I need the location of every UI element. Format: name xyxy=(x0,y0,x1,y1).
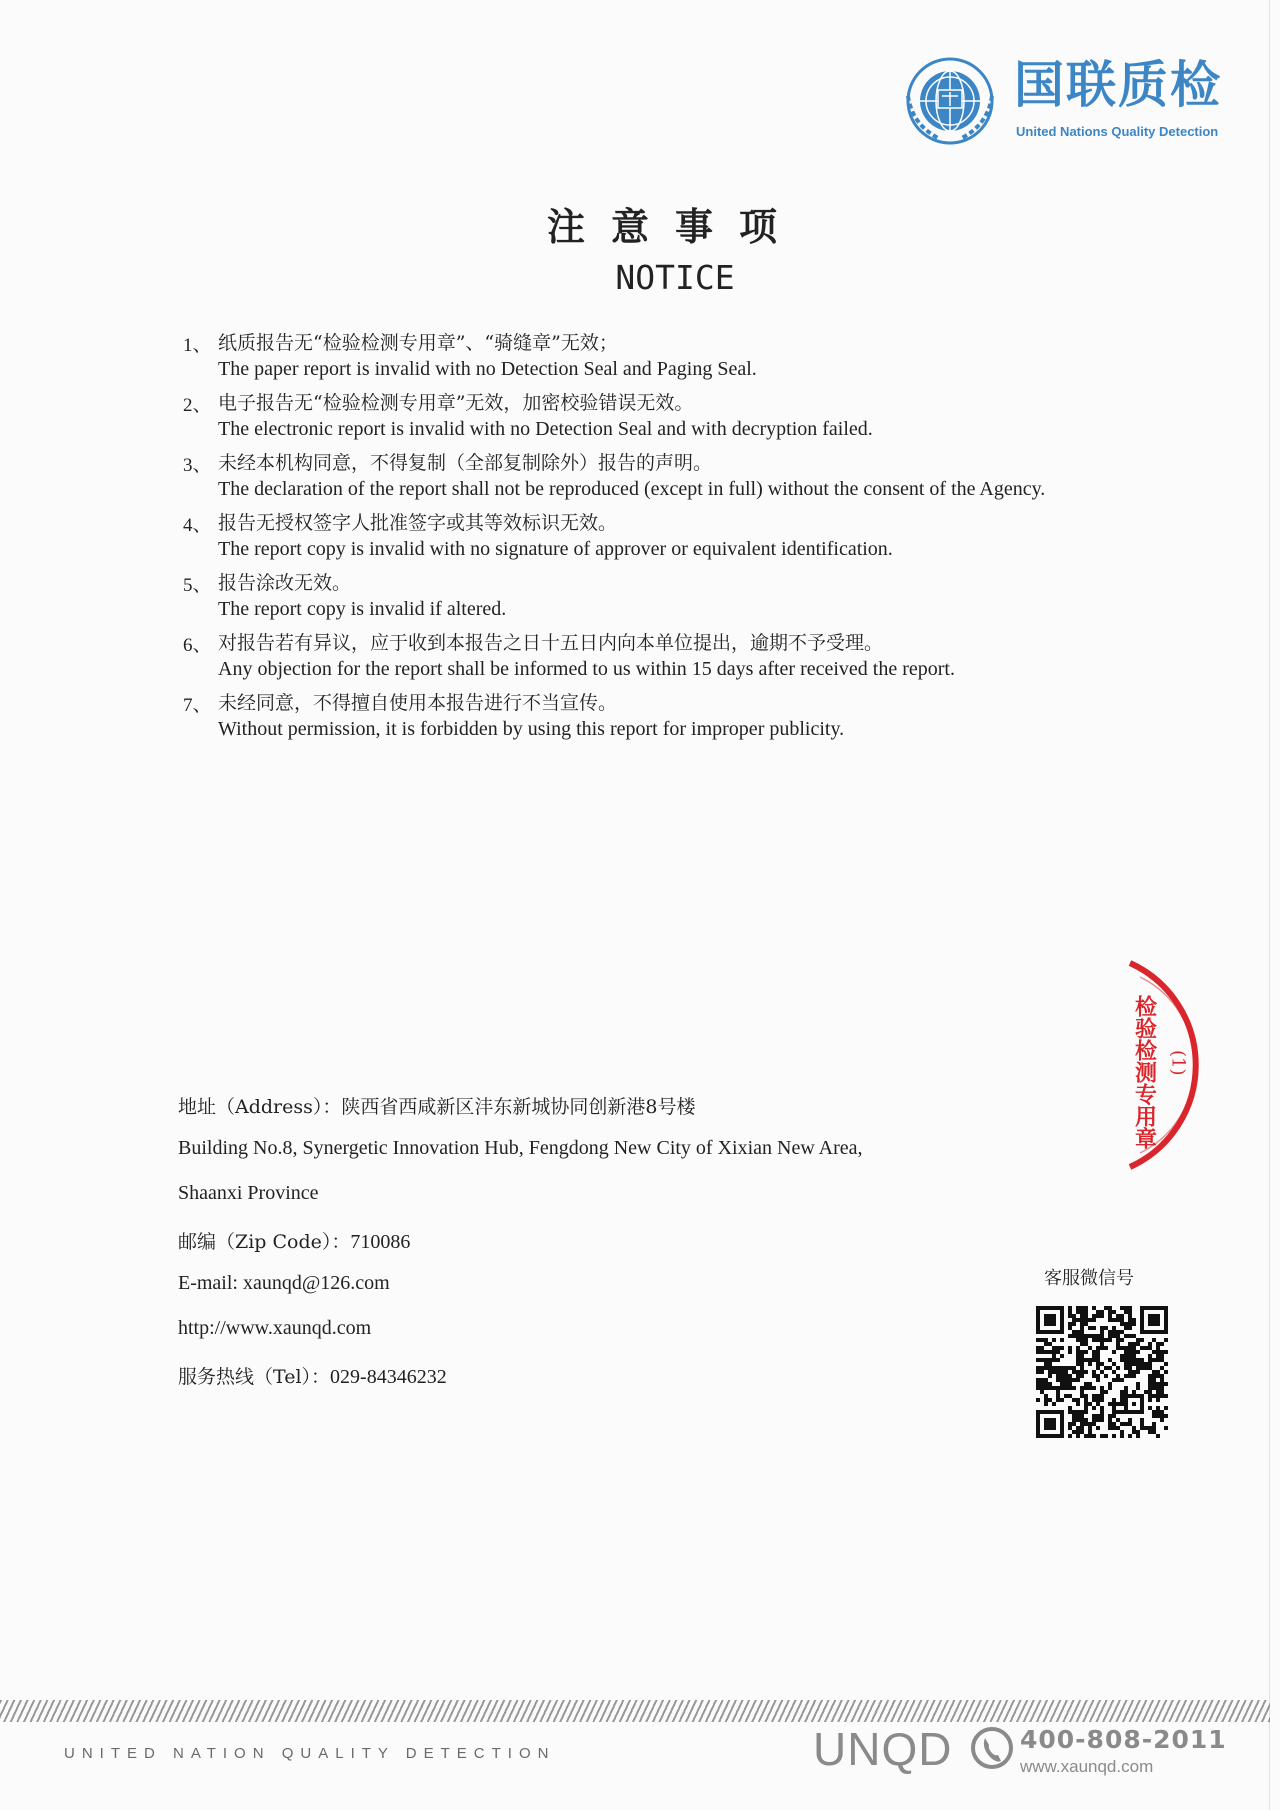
inspection-seal xyxy=(1100,955,1218,1175)
notice-number: 6、 xyxy=(183,635,212,656)
zip-line xyxy=(178,1227,978,1272)
page-title-cn: 注意事项 xyxy=(546,205,803,249)
address-line-en-2: Shaanxi Province xyxy=(178,1182,319,1204)
notice-text-en: The report copy is invalid with no signature of approver or equivalent identification. xyxy=(218,538,893,560)
zip-code: 710086 xyxy=(350,1231,411,1253)
notice-text-cn: 未经本机构同意，不得复制（全部复制除外）报告的声明。 xyxy=(218,452,713,474)
notice-text-en: Any objection for the report shall be informed to us within 15 days after received the report. xyxy=(218,658,955,680)
address-label: 地址（Address）： xyxy=(178,1096,342,1118)
notice-item xyxy=(180,568,1180,628)
unqd-emblem-icon xyxy=(898,56,1004,146)
notice-number: 3、 xyxy=(183,455,212,476)
notice-number: 7、 xyxy=(183,695,212,716)
tel-label: 服务热线（Tel）： xyxy=(178,1366,331,1388)
seal-number: (1) xyxy=(1167,1050,1189,1076)
notice-list xyxy=(180,328,1180,748)
phone-icon xyxy=(970,1726,1014,1770)
wechat-qr-code xyxy=(1036,1306,1168,1438)
footer-hatch-band xyxy=(0,1700,1270,1722)
footer-website[interactable]: www.xaunqd.com xyxy=(1020,1757,1154,1776)
footer-brand: UNQD xyxy=(813,1723,953,1775)
address-line-cn xyxy=(178,1092,978,1137)
notice-item xyxy=(180,628,1180,688)
notice-item xyxy=(180,508,1180,568)
contact-block xyxy=(178,1092,978,1407)
notice-text-cn: 报告无授权签字人批准签字或其等效标识无效。 xyxy=(218,512,618,534)
notice-number: 5、 xyxy=(183,575,212,596)
notice-text-en: The report copy is invalid if altered. xyxy=(218,598,507,620)
email-label: E-mail: xyxy=(178,1272,243,1294)
footer-tagline: UNITED NATION QUALITY DETECTION xyxy=(64,1745,556,1762)
tel-value: 029-84346232 xyxy=(330,1366,447,1388)
seal-text: 检验检测专用章 xyxy=(1131,995,1157,1149)
company-logo xyxy=(898,56,1228,146)
notice-text-cn: 对报告若有异议，应于收到本报告之日十五日内向本单位提出，逾期不予受理。 xyxy=(218,632,884,654)
notice-text-cn: 未经同意，不得擅自使用本报告进行不当宣传。 xyxy=(218,692,618,714)
address-line-en-1: Building No.8, Synergetic Innovation Hub, Fengdong New City of Xixian New Area, xyxy=(178,1137,863,1159)
zip-label: 邮编（Zip Code）： xyxy=(178,1231,351,1253)
notice-text-en: The declaration of the report shall not be reproduced (except in full) without the consent of the Agency. xyxy=(218,478,1046,500)
notice-text-en: The paper report is invalid with no Detection Seal and Paging Seal. xyxy=(218,358,757,380)
qr-label: 客服微信号 xyxy=(1044,1268,1134,1289)
email-value[interactable]: xaunqd@126.com xyxy=(242,1272,390,1294)
notice-number: 4、 xyxy=(183,515,212,536)
notice-item xyxy=(180,688,1180,748)
notice-text-en: Without permission, it is forbidden by using this report for improper publicity. xyxy=(218,718,845,740)
logo-name-en: United Nations Quality Detection xyxy=(1016,124,1219,139)
notice-item xyxy=(180,448,1180,508)
logo-name-cn: 国联质检 xyxy=(1014,56,1222,114)
website-link[interactable]: http://www.xaunqd.com xyxy=(178,1317,372,1339)
page-title-en: NOTICE xyxy=(615,258,735,297)
notice-item xyxy=(180,328,1180,388)
notice-text-en: The electronic report is invalid with no Detection Seal and with decryption failed. xyxy=(218,418,873,440)
notice-number: 1、 xyxy=(183,335,212,356)
email-line xyxy=(178,1272,978,1317)
notice-text-cn: 电子报告无“检验检测专用章”无效，加密校验错误无效。 xyxy=(218,392,694,414)
tel-line xyxy=(178,1362,978,1407)
notice-text-cn: 报告涂改无效。 xyxy=(218,572,352,594)
notice-text-cn: 纸质报告无“检验检测专用章”、“骑缝章”无效； xyxy=(218,332,618,354)
footer-phone: 400-808-2011 xyxy=(1020,1725,1227,1754)
notice-item xyxy=(180,388,1180,448)
address-cn: 陕西省西咸新区沣东新城协同创新港8号楼 xyxy=(341,1096,696,1118)
notice-number: 2、 xyxy=(183,395,212,416)
